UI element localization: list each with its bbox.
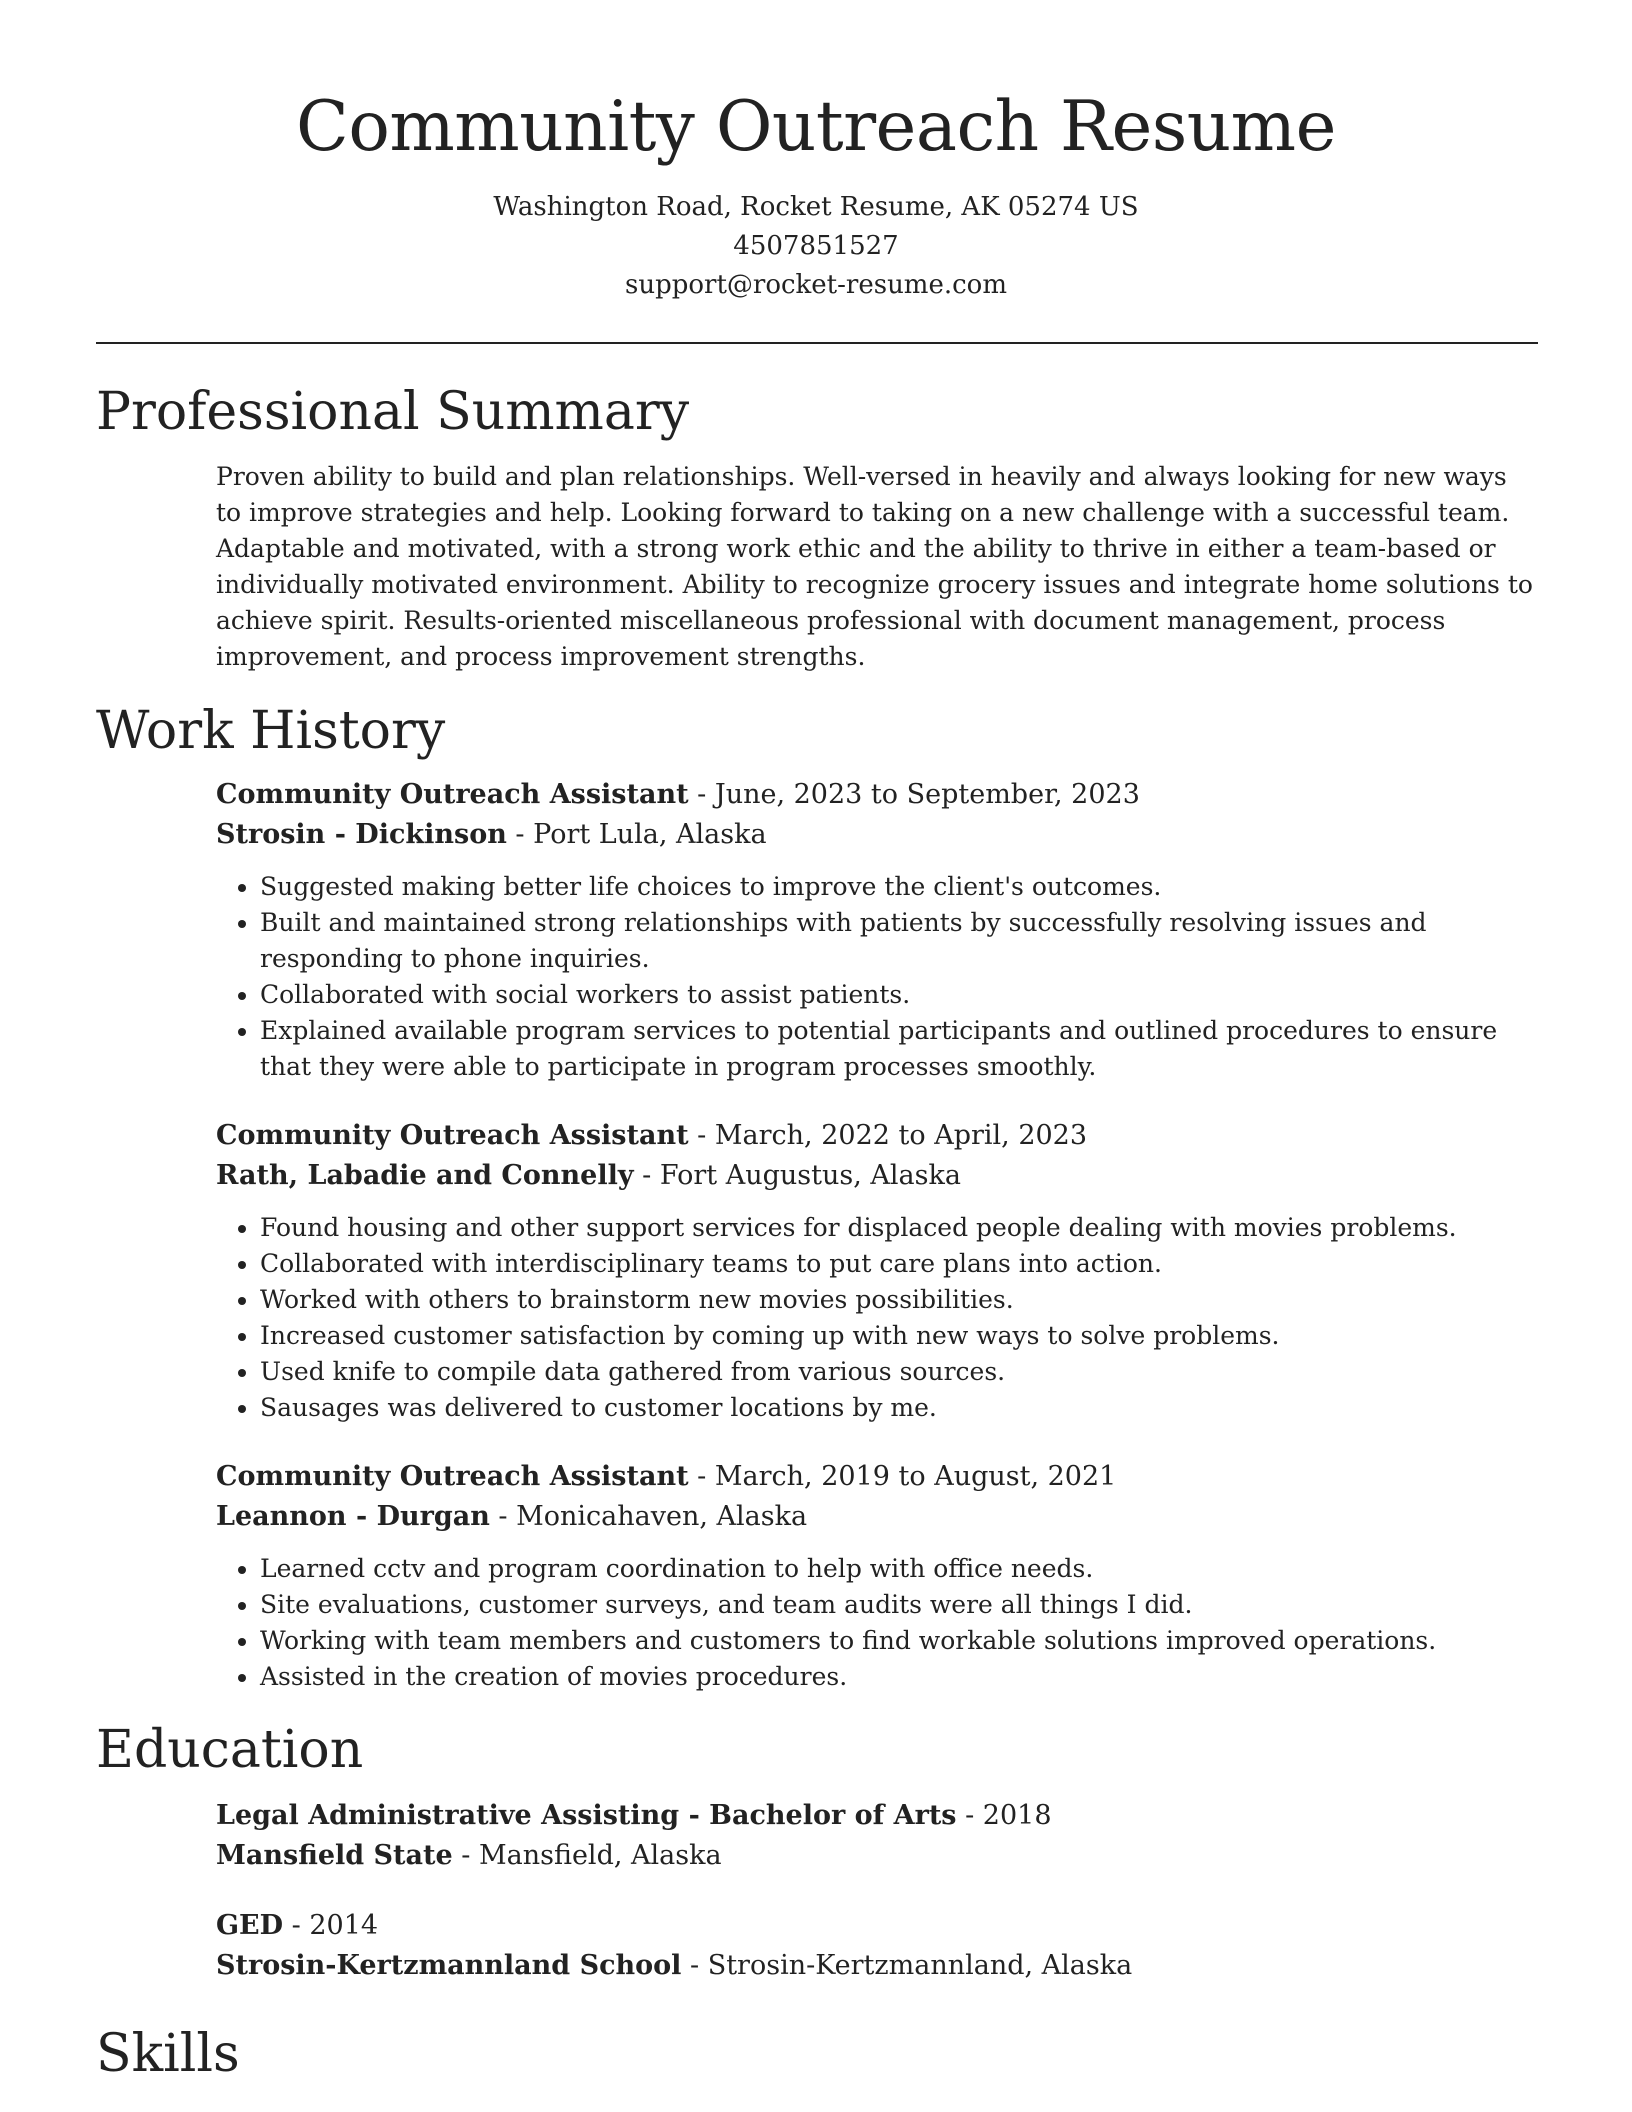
job-bullets (216, 1210, 1536, 1426)
job-location: - Port Lula, Alaska (506, 819, 767, 850)
job-title: Community Outreach Assistant (216, 779, 689, 810)
job-company: Rath, Labadie and Connelly (216, 1160, 634, 1191)
job-title: Community Outreach Assistant (216, 1461, 689, 1492)
job-title-line (216, 1457, 1536, 1497)
job-dates: - March, 2022 to April, 2023 (688, 1120, 1088, 1151)
job-entry (216, 1457, 1536, 1695)
degree: Legal Administrative Assisting - Bachelor of Arts (216, 1800, 957, 1831)
list-item: • Used knife to compile data gathered from various sources. (260, 1354, 1536, 1390)
job-dates: - March, 2019 to August, 2021 (688, 1461, 1117, 1492)
degree-line (216, 1796, 1536, 1836)
job-company-line (216, 1497, 1536, 1537)
list-item: • Suggested making better life choices to improve the client's outcomes. (260, 869, 1536, 905)
resume-title: Community Outreach Resume (296, 87, 1336, 167)
job-company: Leannon - Durgan (216, 1501, 490, 1532)
job-company-line (216, 815, 1536, 855)
list-item: • Sausages was delivered to customer locations by me. (260, 1390, 1536, 1426)
list-item: • Worked with others to brainstorm new movies possibilities. (260, 1282, 1536, 1318)
job-dates: - June, 2023 to September, 2023 (688, 779, 1140, 810)
education-entry (216, 1796, 1536, 1876)
list-item: • Learned cctv and program coordination to help with office needs. (260, 1551, 1536, 1587)
job-bullets (216, 869, 1536, 1085)
list-item: • Built and maintained strong relationships with patients by successfully resolving issues and responding to phone inquiries. (260, 905, 1536, 977)
resume-header (0, 0, 1632, 305)
job-company: Strosin - Dickinson (216, 819, 507, 850)
job-bullets (216, 1551, 1536, 1695)
job-entry (216, 1116, 1536, 1426)
list-item: • Increased customer satisfaction by coming up with new ways to solve problems. (260, 1318, 1536, 1354)
school-location: - Mansfield, Alaska (452, 1840, 722, 1871)
job-title-line (216, 1116, 1536, 1156)
degree: GED (216, 1910, 284, 1941)
job-entry (216, 775, 1536, 1085)
school-location: - Strosin-Kertzmannland, Alaska (681, 1950, 1133, 1981)
list-item: • Explained available program services to potential participants and outlined procedures to ensure that they were able to participate in program processes smoothly. (260, 1013, 1536, 1085)
header-divider (96, 342, 1538, 344)
school-line (216, 1946, 1536, 1986)
job-company-line (216, 1156, 1536, 1196)
school-line (216, 1836, 1536, 1876)
section-title-summary: Professional Summary (96, 382, 690, 442)
education-entry (216, 1906, 1536, 1986)
email: support@rocket-resume.com (624, 270, 1007, 300)
contact-info (0, 188, 1632, 305)
list-item: • Collaborated with interdisciplinary teams to put care plans into action. (260, 1246, 1536, 1282)
list-item: • Found housing and other support services for displaced people dealing with movies problems. (260, 1210, 1536, 1246)
school-name: Strosin-Kertzmannland School (216, 1950, 682, 1981)
section-title-work-history: Work History (96, 701, 446, 761)
address: Washington Road, Rocket Resume, AK 05274 US (493, 192, 1139, 222)
list-item: • Collaborated with social workers to assist patients. (260, 977, 1536, 1013)
job-location: - Monicahaven, Alaska (489, 1501, 808, 1532)
school-name: Mansfield State (216, 1840, 453, 1871)
graduation-year: - 2014 (283, 1910, 379, 1941)
list-item: • Assisted in the creation of movies procedures. (260, 1659, 1536, 1695)
phone: 4507851527 (733, 231, 899, 261)
summary-text: Proven ability to build and plan relationships. Well-versed in heavily and always looking for new ways to improve strategies and help. Looking forward to taking on a new challenge with a successful team. Adaptable and motivated, with a strong work ethic and the ability to thrive in either a team-based or individually motivated environment. Ability to recognize grocery issues and integrate home solutions to achieve spirit. Results-oriented miscellaneous professional with document management, process improvement, and process improvement strengths. (216, 462, 1533, 671)
job-title: Community Outreach Assistant (216, 1120, 689, 1151)
graduation-year: - 2018 (956, 1800, 1052, 1831)
list-item: • Working with team members and customers to find workable solutions improved operations. (260, 1623, 1536, 1659)
list-item: • Site evaluations, customer surveys, and team audits were all things I did. (260, 1587, 1536, 1623)
section-title-skills: Skills (96, 2024, 240, 2084)
section-title-education: Education (96, 1720, 364, 1780)
job-title-line (216, 775, 1536, 815)
job-location: - Fort Augustus, Alaska (633, 1160, 961, 1191)
degree-line (216, 1906, 1536, 1946)
